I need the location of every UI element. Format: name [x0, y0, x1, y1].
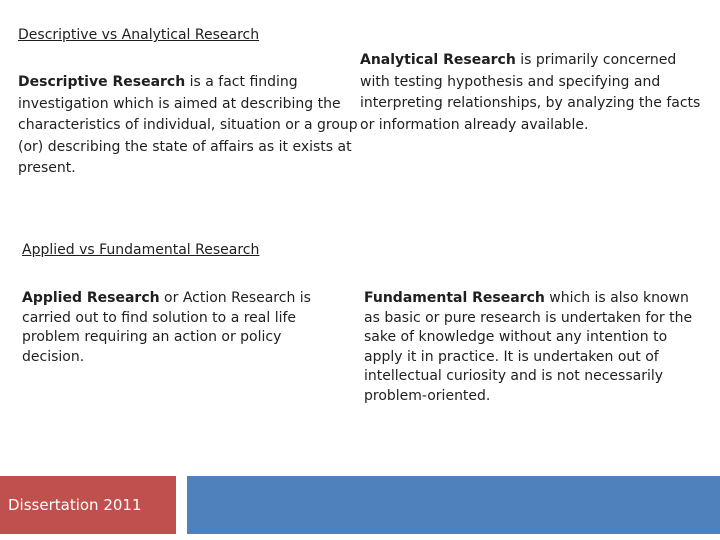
footer-accent-bar — [187, 476, 720, 534]
descriptive-research-text: is a fact finding investigation which is aimed at describing the characteristics of individual, situation or a group (or) describing the state of affairs as it exists at present. — [18, 74, 358, 176]
analytical-research-paragraph — [360, 50, 705, 136]
applied-research-text: or Action Research is carried out to find solution to a real life problem requiring an action or policy decision. — [22, 290, 311, 365]
fundamental-research-paragraph — [364, 289, 694, 406]
applied-research-paragraph — [22, 289, 332, 367]
footer-label: Dissertation 2011 — [8, 496, 142, 514]
applied-research-term: Applied Research — [22, 290, 160, 306]
fundamental-research-text: which is also known as basic or pure research is undertaken for the sake of knowledge without any intention to apply it in practice. It is undertaken out of intellectual curiosity and is not necessarily problem-oriented. — [364, 290, 693, 404]
footer-separator — [176, 476, 187, 534]
analytical-research-text: is primarily concerned with testing hypothesis and specifying and interpreting relationships, by analyzing the facts or information already available. — [360, 52, 701, 133]
descriptive-research-paragraph — [18, 72, 363, 180]
heading-descriptive-vs-analytical: Descriptive vs Analytical Research — [18, 27, 260, 43]
fundamental-research-term: Fundamental Research — [364, 290, 545, 306]
footer-label-block — [0, 476, 176, 534]
descriptive-research-term: Descriptive Research — [18, 74, 186, 90]
heading-applied-vs-fundamental: Applied vs Fundamental Research — [22, 242, 260, 258]
slide-footer — [0, 476, 720, 540]
analytical-research-term: Analytical Research — [360, 52, 516, 68]
